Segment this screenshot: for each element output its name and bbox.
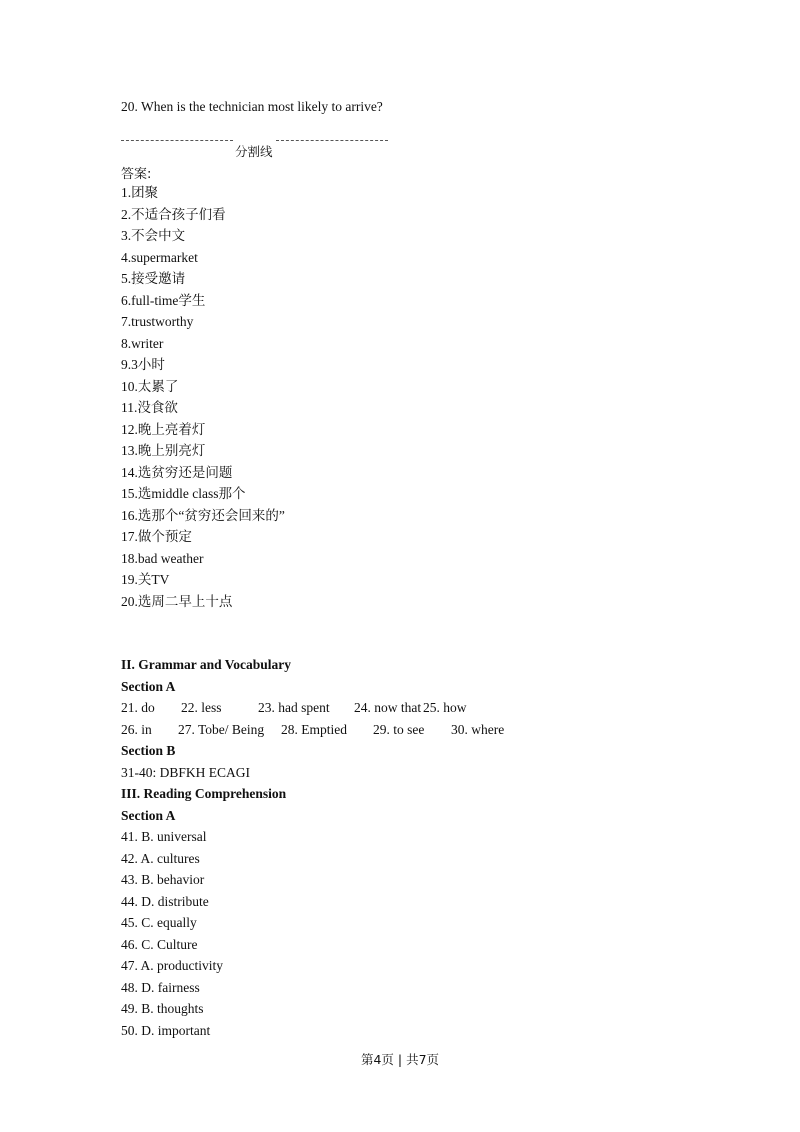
reading-heading: III. Reading Comprehension <box>121 786 287 801</box>
grammar-answer: 30. where <box>451 721 505 737</box>
grammar-row-2 <box>121 721 504 743</box>
listening-answer: 15.选middle class那个 <box>121 486 246 501</box>
grammar-answer: 23. had spent <box>258 700 330 715</box>
grammar-section-b-answer: 31-40: DBFKH ECAGI <box>121 764 251 780</box>
reading-answer: 47. A. productivity <box>121 958 223 973</box>
listening-answer: 19.关TV <box>121 572 170 587</box>
reading-answer: 44. D. distribute <box>121 893 209 909</box>
reading-answer: 49. B. thoughts <box>121 1001 204 1016</box>
listening-answer: 12.晚上亮着灯 <box>121 421 206 437</box>
grammar-section-a-heading: Section A <box>121 678 176 694</box>
section-divider <box>121 134 391 158</box>
listening-answer: 7.trustworthy <box>121 314 194 329</box>
listening-answer: 9.3小时 <box>121 357 165 372</box>
listening-answer: 2.不适合孩子们看 <box>121 206 226 222</box>
listening-answer: 16.选那个“贫穷还会回来的” <box>121 507 285 523</box>
grammar-row-1 <box>121 699 504 721</box>
divider-label: 分割线 <box>235 144 273 159</box>
grammar-answer: 27. Tobe/ Being <box>178 721 265 737</box>
grammar-section-b-heading: Section B <box>121 743 176 758</box>
listening-answer: 4.supermarket <box>121 249 198 265</box>
reading-answer: 48. D. fairness <box>121 979 200 995</box>
listening-answer: 13.晚上别亮灯 <box>121 443 206 458</box>
grammar-answer: 22. less <box>181 700 222 715</box>
grammar-answer: 29. to see <box>373 721 425 737</box>
reading-section-a-heading: Section A <box>121 807 176 823</box>
grammar-answer: 25. how <box>423 700 467 715</box>
listening-answer: 3.不会中文 <box>121 228 186 243</box>
listening-answer: 14.选贫穷还是问题 <box>121 464 233 480</box>
question-20: 20. When is the technician most likely to arrive? <box>121 99 383 114</box>
reading-answer: 41. B. universal <box>121 829 207 844</box>
answers-heading: 答案: <box>121 167 152 182</box>
grammar-answer: 24. now that <box>354 700 422 715</box>
page-footer: 第4页 | 共7页 <box>360 1052 440 1067</box>
reading-answer: 45. C. equally <box>121 915 197 930</box>
listening-answer: 8.writer <box>121 335 164 351</box>
listening-answer: 6.full-time学生 <box>121 292 206 308</box>
listening-answer: 20.选周二早上十点 <box>121 593 233 609</box>
listening-answer: 17.做个预定 <box>121 529 192 544</box>
grammar-answer: 26. in <box>121 721 152 737</box>
listening-answer: 18.bad weather <box>121 550 204 566</box>
grammar-heading: II. Grammar and Vocabulary <box>121 657 292 672</box>
reading-answer: 46. C. Culture <box>121 936 198 952</box>
grammar-answer: 28. Emptied <box>281 721 347 737</box>
reading-answer: 50. D. important <box>121 1022 211 1038</box>
divider-dashes-right <box>276 140 388 141</box>
listening-answer: 5.接受邀请 <box>121 271 186 286</box>
grammar-answer: 21. do <box>121 700 155 715</box>
listening-answer: 10.太累了 <box>121 378 179 394</box>
listening-answer: 11.没食欲 <box>121 400 178 415</box>
answer-key-sections <box>121 656 504 1043</box>
reading-answer: 42. A. cultures <box>121 850 200 866</box>
reading-answer: 43. B. behavior <box>121 872 205 887</box>
divider-dashes-left <box>121 140 233 141</box>
listening-answer: 1.团聚 <box>121 185 159 200</box>
listening-answers-list <box>121 184 285 614</box>
